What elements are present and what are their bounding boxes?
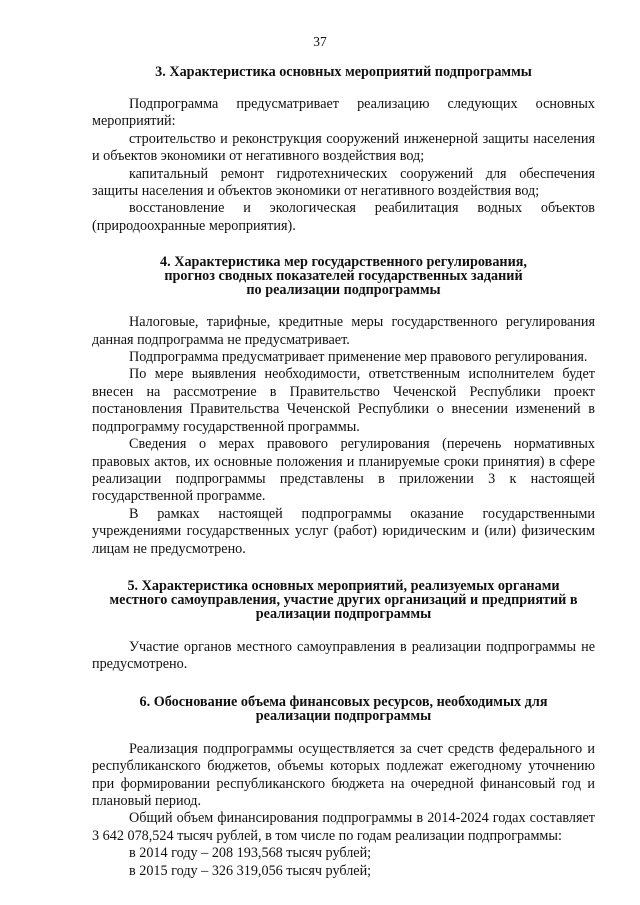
heading-line: 5. Характеристика основных мероприятий, реализуемых органами xyxy=(127,577,560,594)
section-4 xyxy=(92,255,595,558)
paragraph: Подпрограмма предусматривает реализацию следующих основных мероприятий: xyxy=(92,96,595,130)
paragraph: восстановление и экологическая реабилитация водных объектов (природоохранные мероприятия). xyxy=(92,200,595,234)
heading-line: 3. Характеристика основных мероприятий подпрограммы xyxy=(155,64,532,80)
paragraph: Сведения о мерах правового регулирования (перечень нормативных правовых актов, их основные положения и планируемые сроки принятия) в сфере реализации подпрограммы представлены в приложении 3 к настоящей государственной программе. xyxy=(92,436,595,505)
paragraph: Подпрограмма предусматривает применение мер правового регулирования. xyxy=(129,349,588,366)
list-item: в 2014 году – 208 193,568 тысяч рублей; xyxy=(129,845,372,862)
paragraph: капитальный ремонт гидротехнических сооружений для обеспечения защиты населения и объектов экономики от негативного воздействия вод; xyxy=(92,165,595,200)
section-3 xyxy=(92,65,595,235)
heading-line: 6. Обоснование объема финансовых ресурсов, необходимых для xyxy=(139,693,548,710)
section-4-heading xyxy=(92,255,595,297)
page-content xyxy=(92,60,595,880)
paragraph: В рамках настоящей подпрограммы оказание государственными учреждениями государственных услуг (работ) юридическим и (или) физическим лицам не предусмотрено. xyxy=(92,505,595,557)
heading-line: прогноз сводных показателей государственных заданий xyxy=(164,268,523,285)
paragraph: Реализация подпрограммы осуществляется за счет средств федерального и республиканского бюджетов, объемы которых подлежат ежегодному уточнению при формировании республиканского бюджета на очередной финансовый год и плановый период. xyxy=(92,740,595,809)
heading-line: реализации подпрограммы xyxy=(255,605,432,622)
heading-line: реализации подпрограммы xyxy=(255,707,432,724)
page-number: 37 xyxy=(313,34,327,49)
paragraph: Налоговые, тарифные, кредитные меры государственного регулирования данная подпрограмма не предусматривает. xyxy=(92,314,595,348)
section-6 xyxy=(92,695,595,880)
paragraph: строительство и реконструкция сооружений инженерной защиты населения и объектов экономики от негативного воздействия вод; xyxy=(92,130,595,165)
section-5 xyxy=(92,579,595,674)
paragraph: Общий объем финансирования подпрограммы в 2014-2024 годах составляет 3 642 078,524 тысяч рублей, в том числе по годам реализации подпрограммы: xyxy=(92,810,595,844)
heading-line: местного самоуправления, участие других организаций и предприятий в xyxy=(109,591,578,608)
list-item: в 2015 году – 326 319,056 тысяч рублей; xyxy=(129,862,372,879)
paragraph: Участие органов местного самоуправления в реализации подпрограммы не предусмотрено. xyxy=(92,638,595,673)
heading-line: по реализации подпрограммы xyxy=(246,282,441,299)
section-3-heading xyxy=(92,65,595,79)
heading-line: 4. Характеристика мер государственного регулирования, xyxy=(160,254,527,271)
section-5-heading xyxy=(92,579,595,621)
paragraph: По мере выявления необходимости, ответственным исполнителем будет внесен на рассмотрение в Правительство Чеченской Республики проект постановления Правительства Чеченской Республики о внесении изменений в подпрограмму государственной программы. xyxy=(92,366,595,435)
section-6-heading xyxy=(92,695,595,723)
